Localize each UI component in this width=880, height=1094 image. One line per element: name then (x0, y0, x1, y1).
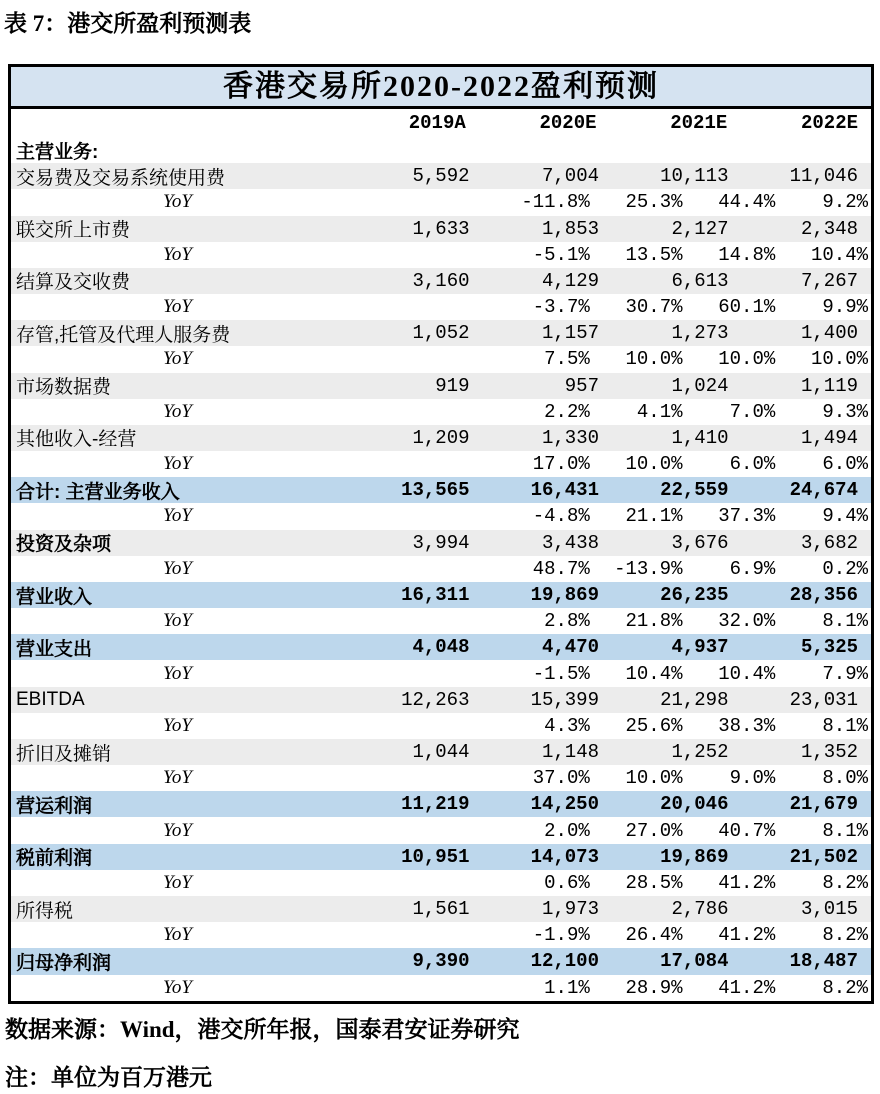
value-cell: 1,352 (800, 741, 858, 764)
yoy-row (11, 922, 871, 948)
yoy-value-cell: 32.0% (718, 610, 776, 633)
value-cell: 10,951 (401, 845, 470, 868)
value-cell: 1,561 (412, 898, 470, 921)
yoy-value-cell: 10.4% (625, 662, 683, 685)
table-row (11, 268, 871, 294)
yoy-value-cell: 10.0% (625, 767, 683, 790)
value-cell: 1,973 (541, 898, 599, 921)
table-row (11, 739, 871, 765)
yoy-row (11, 503, 871, 529)
value-cell: 12,100 (530, 950, 599, 973)
row-label: 营业支出 (16, 638, 93, 660)
value-cell: 23,031 (789, 688, 858, 711)
yoy-value-cell: 7.5% (544, 348, 590, 371)
value-cell: 1,157 (541, 322, 599, 345)
value-cell: 1,494 (800, 426, 858, 449)
table-row (11, 477, 871, 503)
yoy-row (11, 713, 871, 739)
yoy-row (11, 765, 871, 791)
value-cell: 12,263 (401, 688, 470, 711)
yoy-label: YoY (163, 296, 192, 318)
row-label: 主营业务: (16, 141, 99, 163)
yoy-value-cell: 4.3% (544, 714, 590, 737)
yoy-value-cell: 38.3% (718, 714, 776, 737)
yoy-value-cell: 9.3% (822, 400, 868, 423)
yoy-value-cell: 9.4% (822, 505, 868, 528)
yoy-value-cell: 6.0% (729, 453, 776, 476)
table-row (11, 373, 871, 399)
table-row (11, 425, 871, 451)
table-body (11, 137, 871, 1001)
yoy-label: YoY (163, 924, 192, 946)
table-row (11, 216, 871, 242)
column-header: 2019A (408, 112, 466, 134)
yoy-value-cell: 8.1% (822, 714, 868, 737)
yoy-label: YoY (163, 714, 192, 736)
yoy-value-cell: 8.2% (822, 976, 868, 999)
value-cell: 1,400 (800, 322, 858, 345)
row-label: 其他收入-经营 (16, 429, 137, 451)
value-cell: 11,046 (789, 165, 858, 188)
yoy-value-cell: 2.2% (544, 400, 590, 423)
yoy-value-cell: 8.0% (822, 767, 868, 790)
yoy-value-cell: 8.1% (822, 610, 868, 633)
column-header: 2020E (539, 112, 597, 134)
yoy-value-cell: 14.8% (718, 243, 776, 266)
value-cell: 3,160 (412, 269, 470, 292)
yoy-value-cell: 10.4% (718, 662, 776, 685)
yoy-value-cell: -1.9% (532, 924, 590, 947)
value-cell: 9,390 (412, 950, 470, 973)
yoy-row (11, 660, 871, 686)
value-cell: 7,004 (541, 165, 599, 188)
yoy-value-cell: 10.0% (718, 348, 776, 371)
yoy-value-cell: 41.2% (718, 871, 776, 894)
value-cell: 1,633 (412, 217, 470, 240)
yoy-value-cell: 13.5% (625, 243, 683, 266)
yoy-label: YoY (163, 505, 192, 527)
yoy-value-cell: 28.9% (625, 976, 683, 999)
table-header-row (11, 109, 871, 137)
yoy-value-cell: 37.3% (718, 505, 776, 528)
table-row (11, 320, 871, 346)
row-label: 投资及杂项 (16, 534, 112, 556)
yoy-row (11, 399, 871, 425)
data-source: 数据来源：Wind，港交所年报，国泰君安证券研究 (5, 1017, 520, 1042)
yoy-value-cell: 60.1% (718, 296, 776, 319)
value-cell: 1,209 (412, 426, 470, 449)
yoy-value-cell: 6.9% (729, 557, 776, 580)
yoy-value-cell: 21.1% (625, 505, 683, 528)
yoy-value-cell: 0.6% (544, 871, 590, 894)
yoy-row (11, 870, 871, 896)
row-label: 营业收入 (16, 586, 93, 608)
yoy-value-cell: 9.0% (729, 767, 776, 790)
yoy-label: YoY (163, 453, 192, 475)
yoy-value-cell: 8.1% (822, 819, 868, 842)
yoy-value-cell: 48.7% (532, 557, 590, 580)
yoy-value-cell: 28.5% (625, 871, 683, 894)
value-cell: 1,410 (671, 426, 729, 449)
yoy-label: YoY (163, 191, 192, 213)
yoy-value-cell: -5.1% (532, 243, 590, 266)
yoy-value-cell: 7.0% (729, 400, 776, 423)
forecast-table (8, 64, 874, 1004)
yoy-value-cell: 44.4% (718, 191, 776, 214)
value-cell: 5,325 (800, 636, 858, 659)
value-cell: 16,431 (530, 479, 599, 502)
value-cell: 4,048 (412, 636, 470, 659)
yoy-value-cell: 26.4% (625, 924, 683, 947)
value-cell: 919 (435, 374, 470, 397)
yoy-value-cell: 8.2% (822, 924, 868, 947)
yoy-row (11, 189, 871, 215)
row-label: 结算及交收费 (16, 272, 131, 294)
row-label: 市场数据费 (16, 377, 112, 399)
table-title: 香港交易所2020-2022盈利预测 (11, 67, 871, 109)
value-cell: 18,487 (789, 950, 858, 973)
yoy-row (11, 242, 871, 268)
value-cell: 1,252 (671, 741, 729, 764)
yoy-value-cell: -4.8% (532, 505, 590, 528)
yoy-value-cell: 1.1% (544, 976, 590, 999)
yoy-value-cell: 2.8% (544, 610, 590, 633)
yoy-value-cell: -13.9% (614, 557, 683, 580)
value-cell: 1,148 (541, 741, 599, 764)
table-row (11, 844, 871, 870)
column-header: 2022E (800, 112, 858, 134)
table-caption: 表 7：港交所盈利预测表 (4, 11, 252, 36)
value-cell: 10,113 (660, 165, 729, 188)
value-cell: 16,311 (401, 584, 470, 606)
report-page (0, 9, 880, 1094)
value-cell: 5,592 (412, 165, 470, 188)
yoy-row (11, 294, 871, 320)
yoy-value-cell: 6.0% (822, 453, 868, 476)
row-label: 税前利润 (16, 848, 93, 870)
value-cell: 3,994 (412, 531, 470, 554)
yoy-label: YoY (163, 767, 192, 789)
row-label: 联交所上市费 (16, 220, 131, 242)
yoy-row (11, 608, 871, 634)
yoy-value-cell: 10.4% (810, 243, 868, 266)
yoy-label: YoY (163, 557, 192, 579)
row-label: 存管,托管及代理人服务费 (16, 324, 231, 346)
value-cell: 1,273 (671, 322, 729, 345)
yoy-label: YoY (163, 976, 192, 998)
value-cell: 3,676 (671, 531, 729, 554)
yoy-label: YoY (163, 400, 192, 422)
yoy-value-cell: -1.5% (532, 662, 590, 685)
value-cell: 2,348 (800, 217, 858, 240)
yoy-value-cell: 30.7% (625, 296, 683, 319)
value-cell: 2,127 (671, 217, 729, 240)
column-header: 2021E (670, 112, 728, 134)
value-cell: 3,438 (541, 531, 599, 554)
yoy-value-cell: 27.0% (625, 819, 683, 842)
value-cell: 11,219 (401, 793, 470, 816)
yoy-row (11, 975, 871, 1001)
value-cell: 21,298 (660, 688, 729, 711)
value-cell: 19,869 (660, 845, 729, 868)
yoy-value-cell: 21.8% (625, 610, 683, 633)
yoy-label: YoY (163, 348, 192, 370)
yoy-label: YoY (163, 610, 192, 632)
table-row (11, 163, 871, 189)
yoy-value-cell: 41.2% (718, 976, 776, 999)
value-cell: 957 (564, 374, 599, 397)
yoy-row (11, 451, 871, 477)
table-row (11, 948, 871, 974)
yoy-value-cell: 10.0% (810, 348, 868, 371)
row-label: 交易费及交易系统使用费 (16, 167, 226, 189)
value-cell: 7,267 (800, 269, 858, 292)
value-cell: 4,470 (541, 636, 599, 659)
value-cell: 1,044 (412, 741, 470, 764)
value-cell: 3,682 (800, 531, 858, 554)
yoy-value-cell: 25.3% (625, 191, 683, 214)
value-cell: 1,119 (800, 374, 858, 397)
yoy-value-cell: 7.9% (822, 662, 868, 685)
yoy-value-cell: 9.2% (822, 191, 868, 214)
yoy-value-cell: 40.7% (718, 819, 776, 842)
yoy-row (11, 346, 871, 372)
value-cell: 21,502 (789, 845, 858, 868)
yoy-label: YoY (163, 243, 192, 265)
value-cell: 1,853 (541, 217, 599, 240)
yoy-label: YoY (163, 871, 192, 893)
yoy-value-cell: 41.2% (718, 924, 776, 947)
yoy-value-cell: 0.2% (822, 557, 868, 580)
table-row (11, 634, 871, 660)
value-cell: 4,129 (541, 269, 599, 292)
value-cell: 22,559 (660, 479, 729, 502)
yoy-row (11, 817, 871, 843)
yoy-label: YoY (163, 819, 192, 841)
value-cell: 3,015 (800, 898, 858, 921)
value-cell: 6,613 (671, 269, 729, 292)
value-cell: 4,937 (671, 636, 729, 659)
yoy-value-cell: 4.1% (636, 400, 683, 423)
value-cell: 20,046 (660, 793, 729, 816)
yoy-label: YoY (163, 662, 192, 684)
yoy-value-cell: 9.9% (822, 296, 868, 319)
value-cell: 21,679 (789, 793, 858, 816)
yoy-value-cell: -3.7% (532, 296, 590, 319)
value-cell: 28,356 (789, 584, 858, 606)
yoy-value-cell: 10.0% (625, 348, 683, 371)
value-cell: 19,869 (530, 584, 599, 606)
table-row (11, 896, 871, 922)
table-row (11, 687, 871, 713)
table-row (11, 582, 871, 608)
value-cell: 14,073 (530, 845, 599, 868)
table-row (11, 530, 871, 556)
value-cell: 1,052 (412, 322, 470, 345)
value-cell: 2,786 (671, 898, 729, 921)
yoy-value-cell: 10.0% (625, 453, 683, 476)
yoy-value-cell: 2.0% (544, 819, 590, 842)
table-row (11, 137, 871, 163)
value-cell: 26,235 (660, 584, 729, 606)
value-cell: 1,024 (671, 374, 729, 397)
row-label: 折旧及摊销 (16, 743, 112, 765)
yoy-row (11, 556, 871, 582)
row-label: 营运利润 (16, 795, 93, 817)
yoy-value-cell: 37.0% (532, 767, 590, 790)
value-cell: 14,250 (530, 793, 599, 816)
yoy-value-cell: 25.6% (625, 714, 683, 737)
row-label: 归母净利润 (16, 952, 112, 974)
value-cell: 1,330 (541, 426, 599, 449)
value-cell: 15,399 (530, 688, 599, 711)
unit-note: 注：单位为百万港元 (5, 1065, 212, 1090)
yoy-value-cell: -11.8% (521, 191, 590, 214)
value-cell: 13,565 (401, 479, 470, 502)
table-row (11, 791, 871, 817)
row-label: 所得税 (16, 900, 74, 922)
yoy-value-cell: 17.0% (532, 453, 590, 476)
value-cell: 24,674 (789, 479, 858, 502)
row-label: 合计: 主营业务收入 (16, 481, 180, 503)
value-cell: 17,084 (660, 950, 729, 973)
yoy-value-cell: 8.2% (822, 871, 868, 894)
row-label: EBITDA (16, 688, 85, 710)
